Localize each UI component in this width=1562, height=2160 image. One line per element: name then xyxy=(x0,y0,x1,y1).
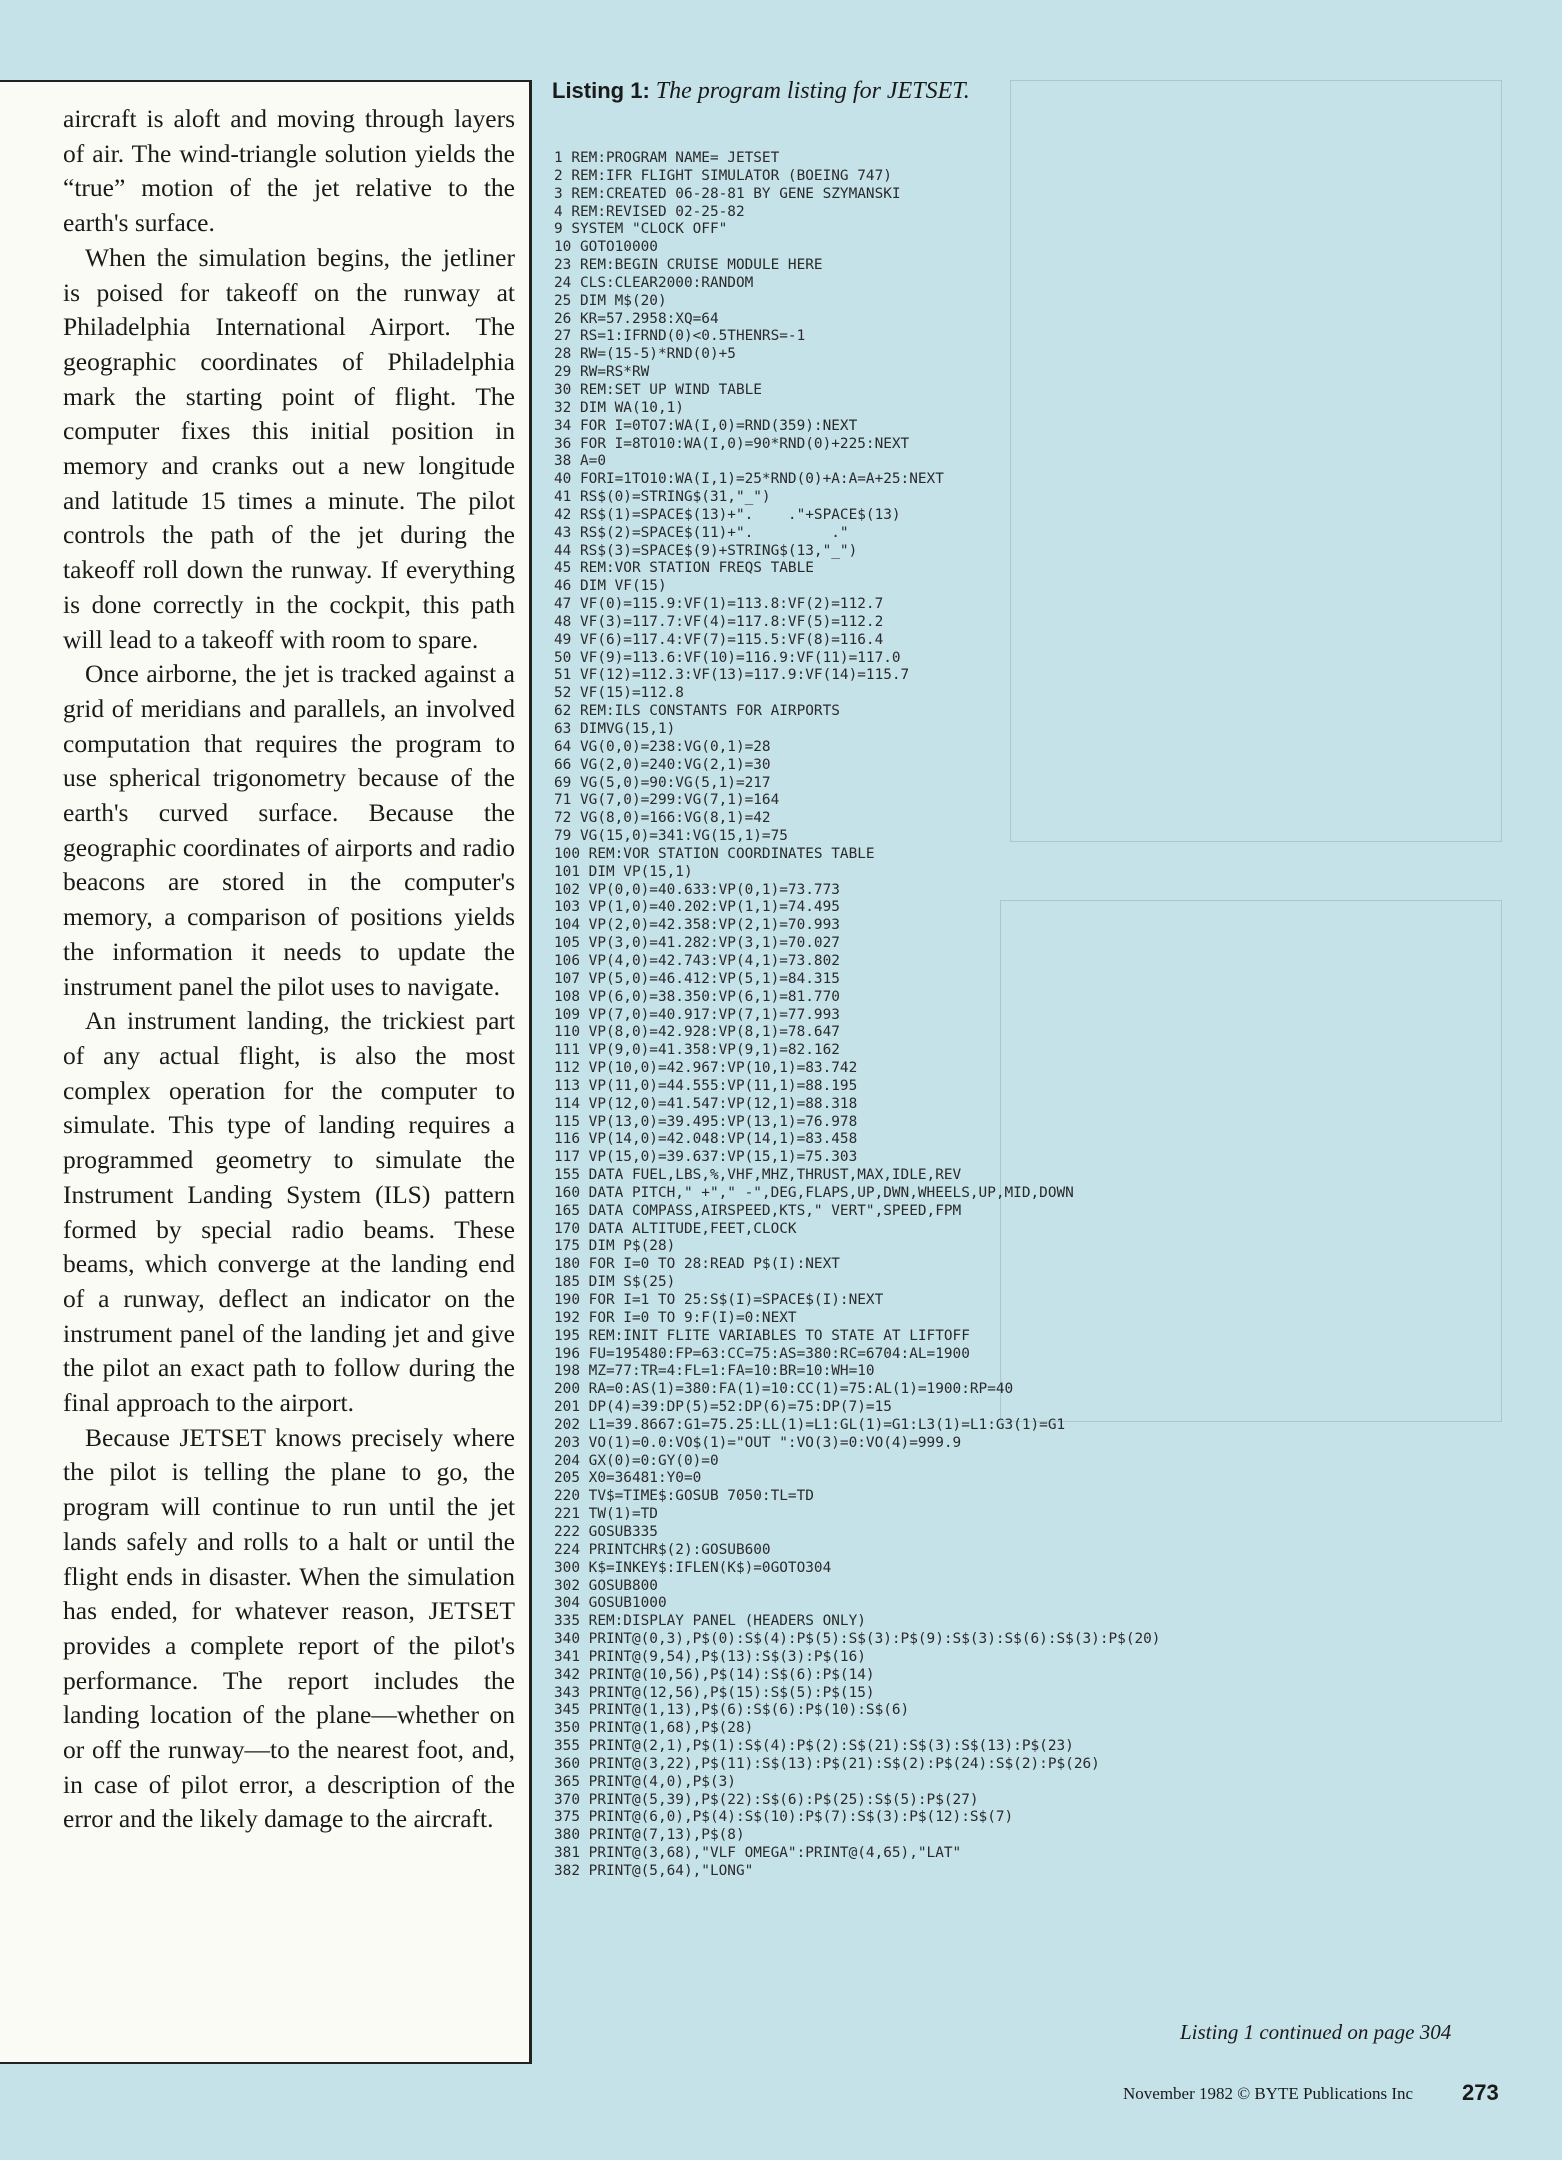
code-line: 220 TV$=TIME$:GOSUB 7050:TL=TD xyxy=(554,1488,814,1505)
code-line: 190 FOR I=1 TO 25:S$(I)=SPACE$(I):NEXT xyxy=(554,1292,884,1308)
code-line: 165 DATA COMPASS,AIRSPEED,KTS," VERT",SPEED,FPM xyxy=(554,1202,962,1219)
code-line: 66 VG(2,0)=240:VG(2,1)=30 xyxy=(554,756,771,773)
code-line: 27 RS=1:IFRND(0)<0.5THENRS=-1 xyxy=(554,328,806,345)
code-line: 117 VP(15,0)=39.637:VP(15,1)=75.303 xyxy=(554,1149,858,1166)
code-line: 382 PRINT@(5,64),"LONG" xyxy=(554,1863,754,1879)
body-paragraph: An instrument landing, the trickiest part of any actual flight, is also the most complex operation for the computer to simulate. This type of landing requires a programmed geometry to simulate the Instrument Landing System (ILS) pattern formed by special radio beams. These beams, which converge at the landing end of a runway, deflect an indicator on the instrument panel of the landing jet and give the pilot an exact path to follow during the final approach to the airport. xyxy=(63,1006,515,1418)
code-line: 155 DATA FUEL,LBS,%,VHF,MHZ,THRUST,MAX,IDLE,REV xyxy=(554,1167,962,1184)
code-line: 26 KR=57.2958:XQ=64 xyxy=(554,310,719,327)
code-line: 114 VP(12,0)=41.547:VP(12,1)=88.318 xyxy=(554,1095,858,1112)
code-line: 2 REM:IFR FLIGHT SIMULATOR (BOEING 747) xyxy=(554,167,892,184)
code-line: 48 VF(3)=117.7:VF(4)=117.8:VF(5)=112.2 xyxy=(554,613,884,630)
code-line: 38 A=0 xyxy=(554,453,606,470)
code-line: 64 VG(0,0)=238:VG(0,1)=28 xyxy=(554,738,771,755)
code-line: 29 RW=RS*RW xyxy=(554,364,650,381)
code-line: 28 RW=(15-5)*RND(0)+5 xyxy=(554,346,736,363)
code-line: 106 VP(4,0)=42.743:VP(4,1)=73.802 xyxy=(554,952,840,969)
code-line: 1 REM:PROGRAM NAME= JETSET xyxy=(554,150,780,166)
code-line: 49 VF(6)=117.4:VF(7)=115.5:VF(8)=116.4 xyxy=(554,631,884,648)
code-line: 79 VG(15,0)=341:VG(15,1)=75 xyxy=(554,828,788,845)
code-line: 335 REM:DISPLAY PANEL (HEADERS ONLY) xyxy=(554,1613,866,1630)
code-line: 46 DIM VF(15) xyxy=(554,578,667,595)
code-line: 302 GOSUB800 xyxy=(554,1577,658,1594)
code-line: 69 VG(5,0)=90:VG(5,1)=217 xyxy=(554,774,771,791)
code-line: 110 VP(8,0)=42.928:VP(8,1)=78.647 xyxy=(554,1024,840,1041)
code-line: 341 PRINT@(9,54),P$(13):S$(3):P$(16) xyxy=(554,1648,866,1665)
code-line: 108 VP(6,0)=38.350:VP(6,1)=81.770 xyxy=(554,988,840,1005)
code-line: 202 L1=39.8667:G1=75.25:LL(1)=L1:GL(1)=G1:L3(1)=L1:G3(1)=G1 xyxy=(554,1416,1066,1433)
code-line: 102 VP(0,0)=40.633:VP(0,1)=73.773 xyxy=(554,881,840,898)
code-line: 205 X0=36481:Y0=0 xyxy=(554,1470,702,1487)
code-line: 370 PRINT@(5,39),P$(22):S$(6):P$(25):S$(5):P$(27) xyxy=(554,1791,979,1808)
code-line: 365 PRINT@(4,0),P$(3) xyxy=(554,1773,736,1790)
code-line: 36 FOR I=8TO10:WA(I,0)=90*RND(0)+225:NEXT xyxy=(554,435,910,452)
code-line: 107 VP(5,0)=46.412:VP(5,1)=84.315 xyxy=(554,970,840,987)
code-line: 224 PRINTCHR$(2):GOSUB600 xyxy=(554,1541,771,1558)
code-line: 200 RA=0:AS(1)=380:FA(1)=10:CC(1)=75:AL(1)=1900:RP=40 xyxy=(554,1381,1014,1398)
body-paragraph: Once airborne, the jet is tracked against a grid of meridians and parallels, an involved computation that requires the program to use spherical trigonometry because of the earth's curved surface. Because the geographic coordinates of airports and radio beacons are stored in the computer's memory, a comparison of positions yields the information it needs to update the instrument panel the pilot uses to navigate. xyxy=(63,659,515,1001)
code-line: 25 DIM M$(20) xyxy=(554,292,667,309)
code-line: 196 FU=195480:FP=63:CC=75:AS=380:RC=6704:AL=1900 xyxy=(554,1345,970,1362)
code-line: 343 PRINT@(12,56),P$(15):S$(5):P$(15) xyxy=(554,1684,875,1701)
code-line: 201 DP(4)=39:DP(5)=52:DP(6)=75:DP(7)=15 xyxy=(554,1399,892,1416)
code-line: 72 VG(8,0)=166:VG(8,1)=42 xyxy=(554,810,771,827)
listing-caption: The program listing for JETSET. xyxy=(655,78,970,104)
continued-note: Listing 1 continued on page 304 xyxy=(1180,2020,1452,2044)
code-line: 47 VF(0)=115.9:VF(1)=113.8:VF(2)=112.7 xyxy=(554,596,884,613)
code-line: 112 VP(10,0)=42.967:VP(10,1)=83.742 xyxy=(554,1060,858,1077)
code-line: 221 TW(1)=TD xyxy=(554,1506,658,1523)
code-line: 3 REM:CREATED 06-28-81 BY GENE SZYMANSKI xyxy=(554,185,901,202)
code-line: 113 VP(11,0)=44.555:VP(11,1)=88.195 xyxy=(554,1077,858,1094)
code-line: 100 REM:VOR STATION COORDINATES TABLE xyxy=(554,845,875,862)
code-line: 109 VP(7,0)=40.917:VP(7,1)=77.993 xyxy=(554,1006,840,1023)
code-line: 44 RS$(3)=SPACE$(9)+STRING$(13,"_") xyxy=(554,542,858,559)
footer-publication: November 1982 © BYTE Publications Inc xyxy=(1123,2084,1414,2103)
code-line: 30 REM:SET UP WIND TABLE xyxy=(554,381,762,398)
code-line: 375 PRINT@(6,0),P$(4):S$(10):P$(7):S$(3):P$(12):S$(7) xyxy=(554,1809,1014,1826)
code-line: 42 RS$(1)=SPACE$(13)+". ."+SPACE$(13) xyxy=(554,506,901,523)
body-paragraph: When the simulation begins, the jetliner is poised for takeoff on the runway at Philadelphia International Airport. The geographic coordinates of Philadelphia mark the starting point of flight. The computer fixes this initial position in memory and cranks out a new longitude and latitude 15 times a minute. The pilot controls the path of the jet during the takeoff roll down the runway. If everything is done correctly in the cockpit, this path will lead to a takeoff with room to spare. xyxy=(63,242,515,654)
code-line: 175 DIM P$(28) xyxy=(554,1238,676,1255)
code-line: 104 VP(2,0)=42.358:VP(2,1)=70.993 xyxy=(554,917,840,934)
code-line: 24 CLS:CLEAR2000:RANDOM xyxy=(554,274,754,291)
code-line: 43 RS$(2)=SPACE$(11)+". ." xyxy=(554,524,849,541)
code-line: 185 DIM S$(25) xyxy=(554,1274,676,1291)
code-line: 340 PRINT@(0,3),P$(0):S$(4):P$(5):S$(3):P$(9):S$(3):S$(6):S$(3):P$(20) xyxy=(554,1631,1161,1648)
code-line: 41 RS$(0)=STRING$(31,"_") xyxy=(554,489,771,506)
listing-label: Listing 1: xyxy=(552,78,650,103)
code-line: 52 VF(15)=112.8 xyxy=(554,685,684,702)
body-text-column xyxy=(0,80,532,2064)
body-paragraph: aircraft is aloft and moving through layers of air. The wind-triangle solution yields the “true” motion of the jet relative to the earth's surface. xyxy=(63,104,515,238)
code-line: 62 REM:ILS CONSTANTS FOR AIRPORTS xyxy=(554,703,840,720)
code-line: 304 GOSUB1000 xyxy=(554,1595,667,1612)
code-line: 192 FOR I=0 TO 9:F(I)=0:NEXT xyxy=(554,1309,797,1326)
code-line: 111 VP(9,0)=41.358:VP(9,1)=82.162 xyxy=(554,1042,840,1059)
code-line: 4 REM:REVISED 02-25-82 xyxy=(554,203,745,220)
listing-title xyxy=(552,78,970,105)
code-line: 40 FORI=1TO10:WA(I,1)=25*RND(0)+A:A=A+25:NEXT xyxy=(554,471,944,488)
code-line: 195 REM:INIT FLITE VARIABLES TO STATE AT LIFTOFF xyxy=(554,1327,970,1344)
code-line: 50 VF(9)=113.6:VF(10)=116.9:VF(11)=117.0 xyxy=(554,649,901,666)
code-line: 180 FOR I=0 TO 28:READ P$(I):NEXT xyxy=(554,1256,840,1273)
code-line: 101 DIM VP(15,1) xyxy=(554,863,693,880)
code-line: 204 GX(0)=0:GY(0)=0 xyxy=(554,1452,719,1469)
code-line: 360 PRINT@(3,22),P$(11):S$(13):P$(21):S$(2):P$(24):S$(2):P$(26) xyxy=(554,1755,1100,1772)
code-line: 45 REM:VOR STATION FREQS TABLE xyxy=(554,560,814,577)
code-line: 105 VP(3,0)=41.282:VP(3,1)=70.027 xyxy=(554,935,840,952)
code-line: 116 VP(14,0)=42.048:VP(14,1)=83.458 xyxy=(554,1131,858,1148)
code-line: 345 PRINT@(1,13),P$(6):S$(6):P$(10):S$(6) xyxy=(554,1702,910,1719)
body-text xyxy=(63,102,515,1837)
program-listing xyxy=(554,150,1494,1881)
body-paragraph: Because JETSET knows precisely where the pilot is telling the plane to go, the program will continue to run until the jet lands safely and rolls to a halt or until the flight ends in disaster. When the simulation has ended, for whatever reason, JETSET provides a complete report of the pilot's performance. The report includes the landing location of the plane—whether on or off the runway—to the nearest foot, and, in case of pilot error, a description of the error and the likely damage to the aircraft. xyxy=(63,1422,515,1834)
code-line: 63 DIMVG(15,1) xyxy=(554,721,676,737)
code-line: 51 VF(12)=112.3:VF(13)=117.9:VF(14)=115.7 xyxy=(554,667,910,684)
code-line: 342 PRINT@(10,56),P$(14):S$(6):P$(14) xyxy=(554,1666,875,1683)
code-line: 10 GOTO10000 xyxy=(554,239,658,256)
code-line: 160 DATA PITCH," +"," -",DEG,FLAPS,UP,DWN,WHEELS,UP,MID,DOWN xyxy=(554,1184,1074,1201)
page-number: 273 xyxy=(1462,2080,1499,2105)
code-line: 380 PRINT@(7,13),P$(8) xyxy=(554,1827,745,1844)
code-line: 9 SYSTEM "CLOCK OFF" xyxy=(554,221,728,238)
code-line: 381 PRINT@(3,68),"VLF OMEGA":PRINT@(4,65),"LAT" xyxy=(554,1845,962,1862)
code-line: 170 DATA ALTITUDE,FEET,CLOCK xyxy=(554,1220,797,1237)
code-line: 198 MZ=77:TR=4:FL=1:FA=10:BR=10:WH=10 xyxy=(554,1363,875,1380)
code-line: 23 REM:BEGIN CRUISE MODULE HERE xyxy=(554,257,823,274)
code-line: 350 PRINT@(1,68),P$(28) xyxy=(554,1720,754,1737)
code-line: 300 K$=INKEY$:IFLEN(K$)=0GOTO304 xyxy=(554,1559,832,1576)
code-line: 203 VO(1)=0.0:VO$(1)="OUT ":VO(3)=0:VO(4)=999.9 xyxy=(554,1434,962,1451)
code-line: 71 VG(7,0)=299:VG(7,1)=164 xyxy=(554,792,780,809)
code-line: 355 PRINT@(2,1),P$(1):S$(4):P$(2):S$(21):S$(3):S$(13):P$(23) xyxy=(554,1738,1074,1755)
code-line: 32 DIM WA(10,1) xyxy=(554,399,684,416)
code-line: 222 GOSUB335 xyxy=(554,1523,658,1540)
code-line: 115 VP(13,0)=39.495:VP(13,1)=76.978 xyxy=(554,1113,858,1130)
code-line: 103 VP(1,0)=40.202:VP(1,1)=74.495 xyxy=(554,899,840,916)
code-line: 34 FOR I=0TO7:WA(I,0)=RND(359):NEXT xyxy=(554,417,858,434)
